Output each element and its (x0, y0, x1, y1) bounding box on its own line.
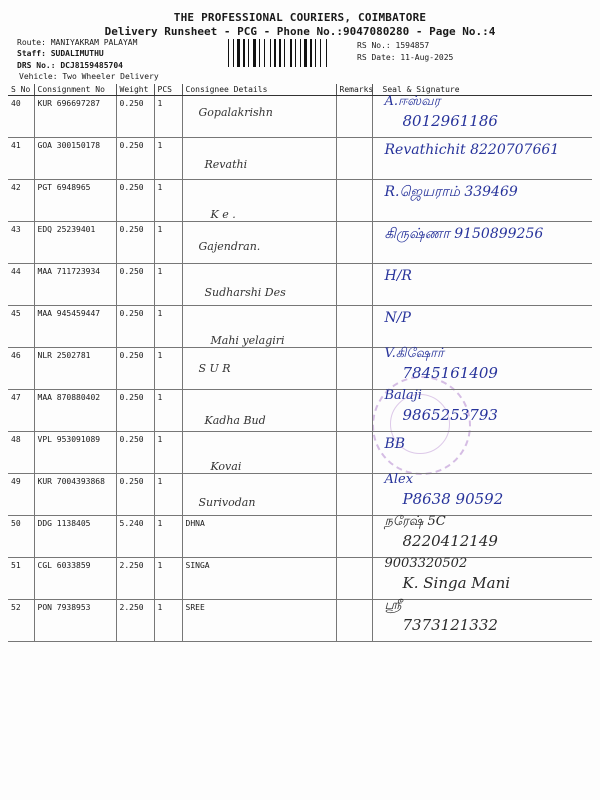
cell-weight: 5.240 (116, 516, 154, 558)
handwritten-consignee: Kadha Bud (204, 414, 266, 427)
col-header-signature: Seal & Signature (372, 84, 592, 96)
sheet-subtitle: Delivery Runsheet - PCG - Phone No.:9047080280 - Page No.:4 (104, 25, 496, 38)
cell-weight: 0.250 (116, 348, 154, 390)
cell-weight: 0.250 (116, 306, 154, 348)
cell-remarks (336, 516, 372, 558)
cell-weight: 0.250 (116, 180, 154, 222)
cell-remarks (336, 558, 372, 600)
barcode-bar (274, 39, 276, 67)
handwritten-consignee: Mahi yelagiri (210, 334, 285, 347)
cell-consignment-no: NLR 2502781 (34, 348, 116, 390)
signature-line-1: H/R (384, 268, 412, 284)
barcode-bar (300, 39, 301, 67)
table-row (8, 96, 592, 138)
cell-consignee (182, 600, 336, 642)
table-row (8, 348, 592, 390)
cell-sno: 40 (8, 96, 34, 138)
cell-weight: 0.250 (116, 222, 154, 264)
cell-weight: 0.250 (116, 264, 154, 306)
cell-signature (372, 264, 592, 306)
cell-remarks (336, 138, 372, 180)
signature-line-1: R.ஜெயராம் 339469 (384, 184, 518, 200)
cell-sno: 52 (8, 600, 34, 642)
cell-weight: 2.250 (116, 600, 154, 642)
cell-consignee (182, 264, 336, 306)
runsheet-table (8, 84, 592, 642)
cell-consignee (182, 306, 336, 348)
cell-sno: 46 (8, 348, 34, 390)
cell-pcs: 1 (154, 474, 182, 516)
table-header-row (8, 84, 592, 96)
signature-line-2: P8638 90592 (402, 490, 504, 508)
handwritten-consignee: Kovai (210, 460, 242, 473)
table-row (8, 474, 592, 516)
barcode-bar (248, 39, 249, 67)
cell-signature (372, 180, 592, 222)
col-header-consignee: Consignee Details (182, 84, 336, 96)
cell-consignee (182, 474, 336, 516)
cell-pcs: 1 (154, 96, 182, 138)
signature-line-1: Revathichit 8220707661 (384, 142, 560, 158)
barcode-bar (253, 39, 256, 67)
cell-consignment-no: EDQ 25239401 (34, 222, 116, 264)
signature-line-2: 8220412149 (402, 532, 498, 550)
drs-label: DRS No.: DCJ8159485704 (17, 61, 123, 70)
cell-pcs: 1 (154, 306, 182, 348)
table-row (8, 390, 592, 432)
cell-signature (372, 306, 592, 348)
signature-line-2: K. Singa Mani (402, 574, 511, 592)
signature-line-1: ஸ்ரீ (384, 598, 402, 613)
cell-consignment-no: CGL 6033859 (34, 558, 116, 600)
barcode-bar (228, 39, 229, 67)
cell-weight: 0.250 (116, 474, 154, 516)
table-row (8, 516, 592, 558)
table-row (8, 222, 592, 264)
cell-remarks (336, 306, 372, 348)
cell-remarks (336, 474, 372, 516)
barcode-bar (326, 39, 327, 67)
cell-signature (372, 558, 592, 600)
handwritten-consignee: Gajendran. (198, 240, 261, 253)
handwritten-consignee: Sudharshi Des (204, 286, 286, 299)
signature-line-1: 9003320502 (384, 556, 468, 571)
cell-remarks (336, 264, 372, 306)
cell-consignee (182, 96, 336, 138)
cell-sno: 44 (8, 264, 34, 306)
cell-consignee (182, 390, 336, 432)
barcode-bar (233, 39, 234, 67)
cell-weight: 0.250 (116, 96, 154, 138)
route-label: Route: MANIYAKRAM PALAYAM (17, 38, 138, 47)
col-header-sno: S No (8, 84, 34, 96)
cell-sno: 47 (8, 390, 34, 432)
cell-consignment-no: KUR 696697287 (34, 96, 116, 138)
cell-pcs: 1 (154, 390, 182, 432)
cell-signature (372, 516, 592, 558)
cell-sno: 43 (8, 222, 34, 264)
cell-consignment-no: KUR 7004393868 (34, 474, 116, 516)
handwritten-consignee: Gopalakrishn (198, 106, 273, 119)
col-header-weight: Weight (116, 84, 154, 96)
table-row (8, 432, 592, 474)
cell-signature (372, 348, 592, 390)
cell-pcs: 1 (154, 180, 182, 222)
handwritten-consignee: K e . (210, 208, 236, 221)
barcode (227, 39, 347, 67)
cell-weight: 0.250 (116, 138, 154, 180)
cell-signature (372, 474, 592, 516)
signature-line-2: 7845161409 (402, 364, 498, 382)
cell-weight: 2.250 (116, 558, 154, 600)
cell-consignment-no: MAA 711723934 (34, 264, 116, 306)
cell-consignment-no: PGT 6948965 (34, 180, 116, 222)
col-header-consignment: Consignment No (34, 84, 116, 96)
cell-signature (372, 390, 592, 432)
handwritten-consignee: Surivodan (198, 496, 256, 509)
cell-pcs: 1 (154, 222, 182, 264)
signature-line-2: 8012961186 (402, 112, 498, 130)
signature-line-1: V.கிஷோர் (384, 346, 444, 361)
cell-remarks (336, 348, 372, 390)
cell-sno: 49 (8, 474, 34, 516)
cell-consignee (182, 516, 336, 558)
cell-remarks (336, 96, 372, 138)
cell-sno: 51 (8, 558, 34, 600)
signature-line-2: 9865253793 (402, 406, 498, 424)
cell-consignment-no: DDG 1138405 (34, 516, 116, 558)
cell-weight: 0.250 (116, 432, 154, 474)
consignee-name: DHNA (185, 519, 205, 528)
cell-sno: 48 (8, 432, 34, 474)
cell-pcs: 1 (154, 432, 182, 474)
cell-sno: 42 (8, 180, 34, 222)
cell-pcs: 1 (154, 516, 182, 558)
vehicle-label: Vehicle: Two Wheeler Delivery (19, 72, 159, 81)
table-row (8, 138, 592, 180)
table-row (8, 600, 592, 642)
col-header-remarks: Remarks (336, 84, 372, 96)
cell-pcs: 1 (154, 264, 182, 306)
cell-consignment-no: PON 7938953 (34, 600, 116, 642)
cell-consignee (182, 180, 336, 222)
cell-remarks (336, 222, 372, 264)
table-row (8, 558, 592, 600)
barcode-bar (290, 39, 292, 67)
table-row (8, 180, 592, 222)
barcode-bar (270, 39, 271, 67)
cell-sno: 41 (8, 138, 34, 180)
handwritten-consignee: S U R (198, 362, 231, 375)
consignee-name: SREE (185, 603, 205, 612)
rs-date-label: RS Date: 11-Aug-2025 (357, 53, 454, 62)
cell-consignee (182, 222, 336, 264)
handwritten-consignee: Revathi (204, 158, 248, 171)
cell-consignee (182, 432, 336, 474)
cell-remarks (336, 390, 372, 432)
sheet-title: THE PROFESSIONAL COURIERS, COIMBATORE (173, 11, 427, 24)
signature-line-1: நரேஷ் 5C (384, 514, 446, 529)
cell-pcs: 1 (154, 558, 182, 600)
cell-consignment-no: MAA 945459447 (34, 306, 116, 348)
cell-signature (372, 222, 592, 264)
cell-sno: 50 (8, 516, 34, 558)
barcode-bar (243, 39, 245, 67)
cell-sno: 45 (8, 306, 34, 348)
cell-consignee (182, 558, 336, 600)
staff-label: Staff: SUDALIMUTHU (17, 49, 104, 58)
barcode-bar (284, 39, 285, 67)
cell-consignment-no: MAA 870880402 (34, 390, 116, 432)
cell-signature (372, 96, 592, 138)
signature-line-1: Balaji (384, 388, 422, 403)
cell-weight: 0.250 (116, 390, 154, 432)
signature-line-1: Alex (384, 472, 414, 487)
cell-pcs: 1 (154, 348, 182, 390)
consignee-name: SINGA (185, 561, 210, 570)
barcode-bar (304, 39, 307, 67)
cell-remarks (336, 180, 372, 222)
cell-consignment-no: GOA 300150178 (34, 138, 116, 180)
cell-signature (372, 138, 592, 180)
barcode-bar (237, 39, 240, 67)
signature-line-1: A.ஈஸ்வர (384, 94, 441, 109)
cell-pcs: 1 (154, 138, 182, 180)
rs-no-label: RS No.: 1594857 (357, 41, 430, 50)
cell-consignee (182, 138, 336, 180)
signature-line-2: 7373121332 (402, 616, 498, 634)
barcode-bar (295, 39, 296, 67)
barcode-bar (264, 39, 265, 67)
signature-line-1: கிருஷ்ணா 9150899256 (384, 226, 544, 242)
barcode-bar (279, 39, 281, 67)
cell-remarks (336, 600, 372, 642)
barcode-bar (310, 39, 312, 67)
cell-signature (372, 600, 592, 642)
cell-signature (372, 432, 592, 474)
barcode-bar (315, 39, 316, 67)
barcode-bar (320, 39, 321, 67)
cell-pcs: 1 (154, 600, 182, 642)
signature-line-1: N/P (384, 310, 411, 326)
barcode-bar (259, 39, 260, 67)
table-row (8, 264, 592, 306)
table-row (8, 306, 592, 348)
cell-consignee (182, 348, 336, 390)
col-header-pcs: PCS (154, 84, 182, 96)
cell-consignment-no: VPL 953091089 (34, 432, 116, 474)
cell-remarks (336, 432, 372, 474)
signature-line-1: BB (384, 436, 406, 452)
